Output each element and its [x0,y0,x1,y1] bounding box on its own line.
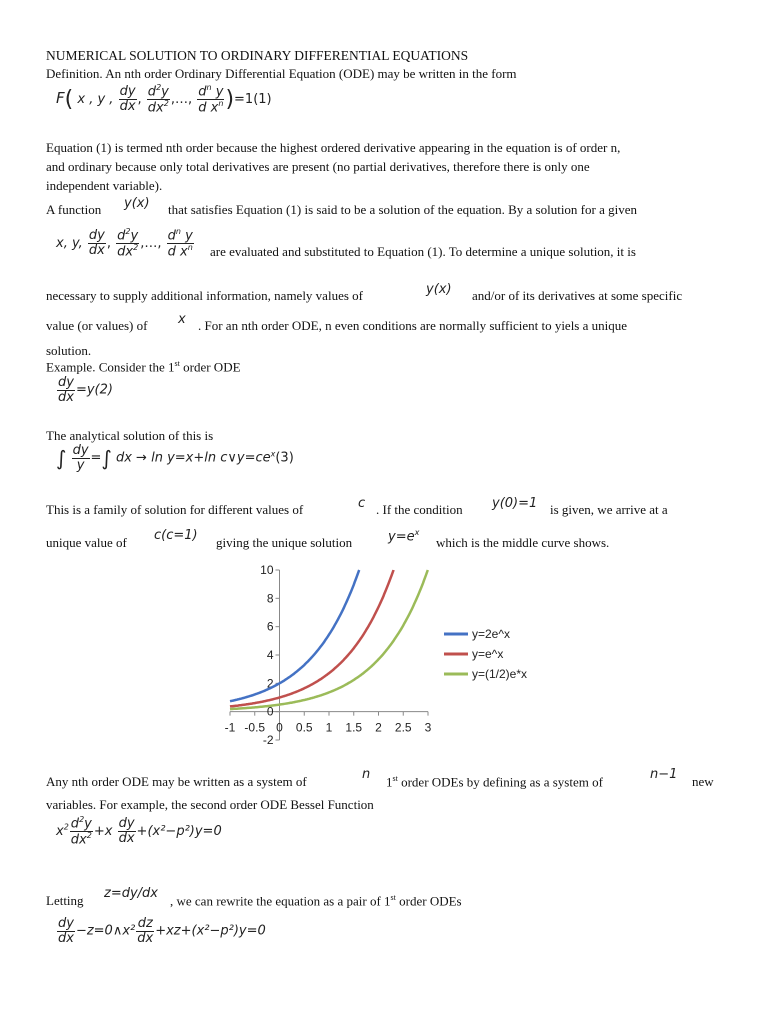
system-text-d: new [692,774,714,789]
bessel-equation: $x^2$ $\frac{d^2y}{dx^2}$ +x $\frac{dy}{dx}$ +(x²−p²)y=0 [56,815,222,848]
x-tick-label: 2 [375,720,382,735]
equation-2-rhs: =y(2) [75,382,113,398]
legend-label-1: y=2e^x [472,627,510,641]
paragraph-2-line-4b: . For an nth order ODE, n even conditions are normally sufficient to yiels a unique [198,318,628,333]
example-text [46,359,241,375]
y-tick-label: -2 [262,733,274,747]
symbol-n-minus-1: n−1 [650,767,678,782]
example-sup: st [174,359,180,368]
unique-text-a: unique value of [46,535,127,550]
equation-2: $\frac{dy}{dx}$ =y(2) [58,375,113,405]
initial-condition: y(0)=1 [492,496,538,511]
x-tick-label: 0.5 [295,720,313,735]
equation-3-sup: x [270,449,276,459]
letting-text-a: Letting [46,893,84,908]
equation-derivative-list: x, y, $\frac{dy}{dx}$ , $\frac{d^2y}{dx^2}$ ,…, $\frac{d^n y}{d x^n}$ [56,227,193,260]
text-a-function: A function [46,202,102,217]
y-tick-label: 10 [260,563,274,577]
letting-sup: st [390,893,396,902]
y-tick-label: 4 [266,648,274,662]
series-line-3 [230,570,428,709]
series-line-2 [230,570,394,707]
unique-solution-sup: x [414,528,420,537]
family-text-c: is given, we arrive at a [550,502,668,517]
exponential-curves-chart [210,560,570,760]
system-c: order ODEs by defining as a system of [397,774,603,790]
equation-1: F( x , y , $\frac{dy}{dx}$ , $\frac{d^2y}{dx^2}$ ,…, $\frac{d^n y}{d x^n}$ )=1(1) [56,83,272,116]
family-text-a: This is a family of solution for different values of [46,502,304,517]
paragraph-2-line-5: solution. [46,343,92,358]
first-order-pair-equation: $\frac{dy}{dx}$ −z=0∧x² $\frac{dz}{dx}$ +xz+(x²−p²)y=0 [58,916,266,946]
unique-solution-base: y=e [388,529,415,545]
equation-3-body: dx → ln y=x+ln c∨y=ce [115,450,271,466]
x-tick-label: -1 [224,720,236,735]
unique-text-d: which is the middle curve shows. [436,535,610,550]
symbol-n: n [362,767,371,782]
paragraph-2-line-4a: value (or values) of [46,318,148,333]
substitution: z=dy/dx [104,886,158,901]
unique-c-value: c(c=1) [154,528,198,543]
unique-solution [388,528,419,544]
unique-text-b: giving the unique solution [216,535,353,550]
paragraph-1-line-2: and ordinary because only total derivatives are present (no partial derivatives, therefore there is only one [46,159,590,174]
family-text-b: . If the condition [376,502,463,517]
letting-b: , we can rewrite the equation as a pair of 1 [170,893,391,909]
series-line-1 [230,570,359,701]
y-tick-label: 8 [266,591,274,606]
vars-text: x, y, [56,235,83,251]
paragraph-2-line-2: are evaluated and substituted to Equation (1). To determine a unique solution, it is [210,244,636,259]
equation-3-tag: (3) [275,450,294,466]
paragraph-2-line-3a: necessary to supply additional information, namely values of [46,288,363,303]
x-tick-label: 1.5 [345,720,363,735]
example-a: Example. Consider the 1 [46,359,175,375]
system-text-e: variables. For example, the second order ODE Bessel Function [46,797,374,812]
letting-c: order ODEs [395,893,462,909]
symbol-x: x [178,312,186,327]
system-b: 1 [386,774,393,790]
legend-label-3: y=(1/2)e*x [472,667,528,681]
paragraph-2-line-1b: that satisfies Equation (1) is said to be a solution of the equation. By a solution for a given [168,202,637,217]
system-text-a: Any nth order ODE may be written as a system of [46,774,307,789]
example-b: order ODE [179,359,241,375]
system-text-b [386,774,603,790]
pair-tail: +xz+(x²−p²)y=0 [155,923,266,939]
legend-label-2: y=e^x [472,647,504,661]
analytical-text: The analytical solution of this is [46,428,214,443]
paragraph-1-line-3: independent variable). [46,178,163,193]
pair-mid: −z=0∧x² [75,923,136,939]
y-tick-label: 2 [266,676,274,691]
x-tick-label: 2.5 [394,720,412,735]
document-title: NUMERICAL SOLUTION TO ORDINARY DIFFERENTIAL EQUATIONS [46,48,469,63]
paragraph-2-line-3b: and/or of its derivatives at some specific [472,288,683,303]
paragraph-2-line-1 [46,202,101,218]
symbol-y-of-x-2: y(x) [426,282,452,297]
x-tick-label: -0.5 [244,720,266,735]
x-tick-label: 3 [424,720,432,735]
y-tick-label: 0 [266,704,274,719]
equation-3: ∫ $\frac{dy}{y}$ =∫ dx → ln y=x+ln $c\vee y=ce^x(3)$ [56,443,294,473]
symbol-y-of-x: y(x) [124,196,150,211]
x-tick-label: 1 [325,720,333,735]
symbol-c: c [358,496,366,511]
definition-text: Definition. An nth order Ordinary Differential Equation (ODE) may be written in the form [46,66,517,81]
bessel-tail: (x²−p²)y=0 [147,823,222,839]
y-tick-label: 6 [266,619,274,634]
equation-1-tag: =1(1) [234,91,272,107]
system-b-sup: st [392,774,398,783]
paragraph-1-line-1: Equation (1) is termed nth order because the highest ordered derivative appearing in the equation is of order n, [46,140,621,155]
letting-text-b [170,893,462,909]
x-tick-label: 0 [276,720,283,735]
